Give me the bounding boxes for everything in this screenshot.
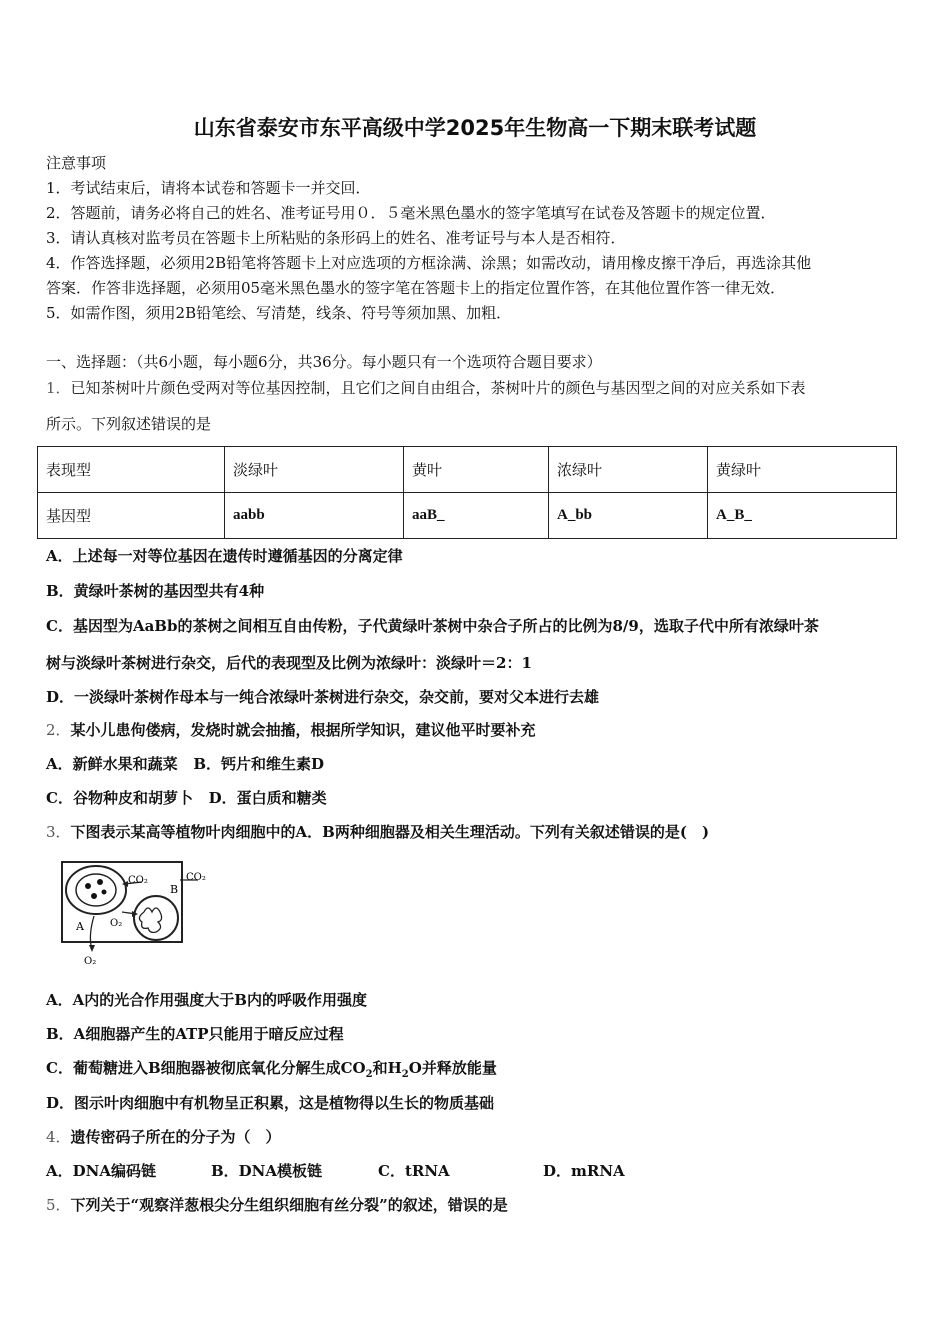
option-b: B．A细胞器产生的ATP只能用于暗反应过程 [46,1025,344,1043]
notice-item: 答案．作答非选择题，必须用05毫米黑色墨水的签字笔在答题卡上的指定位置作答，在其他位置作答一律无效． [46,279,786,297]
table-cell: 基因型 [38,493,225,539]
organelle-diagram [58,858,228,968]
option-a: A．新鲜水果和蔬菜 [46,755,178,773]
option-c: C．基因型为AaBb的茶树之间相互自由传粉，子代黄绿叶茶树中杂合子所占的比例为8/9，选取子代中所有浓绿叶茶 [46,617,819,635]
table-cell: 浓绿叶 [549,447,708,493]
question-4-stem: 4．遗传密码子所在的分子为（ ） [46,1128,281,1146]
option-d: D．蛋白质和糖类 [208,789,327,807]
table-cell: 黄叶 [404,447,549,493]
option-c: C．葡萄糖进入B细胞器被彻底氧化分解生成$CO_2$和$H_2O$并释放能量 [46,1059,497,1080]
question-1-stem-cont: 所示。下列叙述错误的是 [46,415,212,433]
option-b: B．钙片和维生素D [193,755,324,773]
option-d: D．mRNA [543,1162,625,1180]
options-row [46,753,324,774]
option-a: A．DNA编码链 [46,1162,156,1180]
page-title: 山东省泰安市东平高级中学2025年生物高一下期末联考试题 [193,116,757,140]
question-3-stem: 3．下图表示某高等植物叶肉细胞中的A．B两种细胞器及相关生理活动。下列有关叙述错误的是( ) [46,823,710,841]
table-cell: A_B_ [708,493,897,539]
question-2-stem: 2．某小儿患佝偻病，发烧时就会抽搐，根据所学知识，建议他平时要补充 [46,721,536,739]
question-number: 4． [46,1128,71,1146]
notice-item: 4．作答选择题，必须用2B铅笔将答题卡上对应选项的方框涂满、涂黑；如需改动，请用橡皮擦干净后，再选涂其他 [46,254,812,272]
label-o2-inner: O₂ [110,918,123,929]
question-5-stem: 5．下列关于“观察洋葱根尖分生组织细胞有丝分裂”的叙述，错误的是 [46,1196,508,1214]
question-1-stem: 1．已知茶树叶片颜色受两对等位基因控制，且它们之间自由组合，茶树叶片的颜色与基因型之间的对应关系如下表 [46,379,806,397]
option-b: B．黄绿叶茶树的基因型共有4种 [46,582,265,600]
option-d: D．一淡绿叶茶树作母本与一纯合浓绿叶茶树进行杂交，杂交前，要对父本进行去雄 [46,688,600,706]
options-row [46,787,327,808]
question-number: 3． [46,823,71,841]
table-cell: A_bb [549,493,708,539]
table-cell: aabb [225,493,404,539]
table-cell: 黄绿叶 [708,447,897,493]
notice-item: 2．答题前，请务必将自己的姓名、准考证号用０．５毫米黑色墨水的签字笔填写在试卷及答题卡的规定位置． [46,204,776,222]
label-co2-outer: CO₂ [186,872,206,883]
option-c: C．谷物种皮和胡萝卜 [46,789,193,807]
option-d: D．图示叶肉细胞中有机物呈正积累，这是植物得以生长的物质基础 [46,1094,495,1112]
option-c-cont: 树与淡绿叶茶树进行杂交，后代的表现型及比例为浓绿叶：淡绿叶＝2：1 [46,654,532,672]
label-o2-outer: O₂ [84,956,97,967]
option-b: B．DNA模板链 [211,1162,323,1180]
question-number: 2． [46,721,71,739]
table-row [38,493,897,539]
question-number: 1． [46,379,71,397]
notice-item: 1．考试结束后，请将本试卷和答题卡一并交回． [46,179,371,197]
table-cell: aaB_ [404,493,549,539]
option-c: C．tRNA [378,1162,450,1180]
label-a: A [76,920,84,933]
table-row [38,447,897,493]
section-heading: 一、选择题：（共6小题，每小题6分，共36分。每小题只有一个选项符合题目要求） [46,353,602,371]
notice-heading: 注意事项 [46,154,107,172]
table-cell: 表现型 [38,447,225,493]
label-co2-inner: CO₂ [128,875,148,886]
option-a: A．上述每一对等位基因在遗传时遵循基因的分离定律 [46,547,403,565]
notice-item: 3．请认真核对监考员在答题卡上所粘贴的条形码上的姓名、准考证号与本人是否相符． [46,229,626,247]
question-number: 5． [46,1196,71,1214]
label-b: B [170,883,179,896]
option-a: A．A内的光合作用强度大于B内的呼吸作用强度 [46,991,367,1009]
mitochondrion-b [134,896,178,940]
chloroplast-a [66,866,126,914]
notice-item: 5．如需作图，须用2B铅笔绘、写清楚，线条、符号等须加黑、加粗． [46,304,512,322]
genotype-table [37,446,897,539]
table-cell: 淡绿叶 [225,447,404,493]
